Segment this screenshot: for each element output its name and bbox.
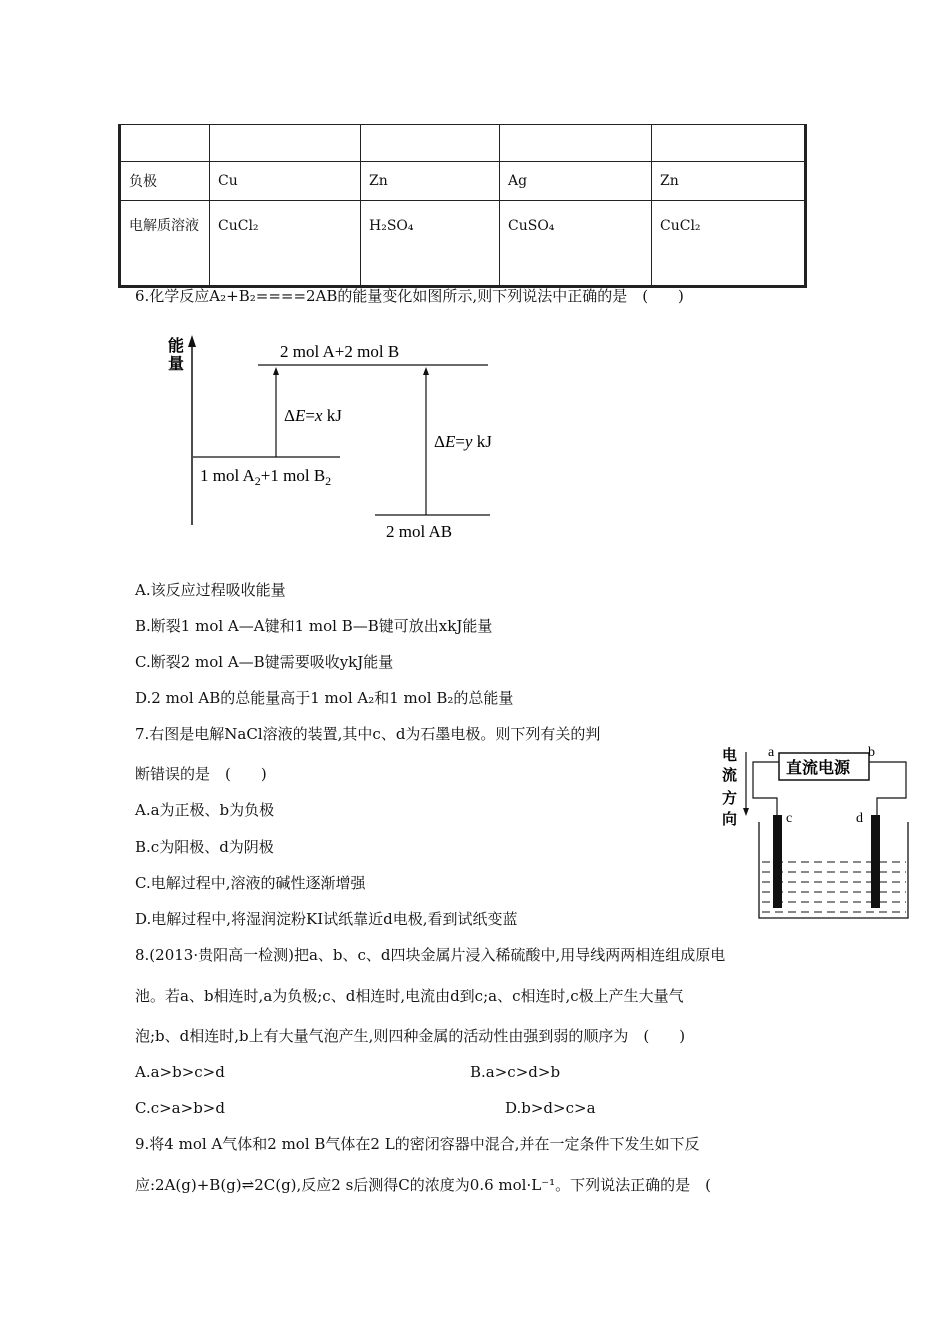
current-dir-char: 向 bbox=[722, 812, 738, 828]
q8-option-a: A.a>b>c>d bbox=[135, 1063, 225, 1081]
electrode-c-label: c bbox=[786, 811, 793, 826]
current-dir-char: 电 bbox=[722, 748, 738, 764]
electrode-d-label: d bbox=[856, 811, 863, 826]
table-cell bbox=[120, 125, 210, 162]
table-cell: CuCl₂ bbox=[652, 201, 806, 287]
axis-label-char: 量 bbox=[168, 356, 185, 373]
table-row bbox=[120, 125, 806, 162]
electrode-d bbox=[871, 815, 880, 908]
q9-line1: 9.将4 mol A气体和2 mol B气体在2 L的密闭容器中混合,并在一定条件下发生如下反 bbox=[135, 1135, 700, 1153]
table-cell: Zn bbox=[361, 162, 500, 201]
arrow-head-icon bbox=[743, 808, 749, 816]
q8-option-b: B.a>c>d>b bbox=[470, 1063, 561, 1081]
table-cell bbox=[210, 125, 361, 162]
bottom-level-label: 2 mol AB bbox=[386, 522, 453, 541]
arrow-head-icon bbox=[423, 367, 429, 375]
current-dir-char: 方 bbox=[722, 791, 738, 807]
q7-option-c: C.电解过程中,溶液的碱性逐渐增强 bbox=[135, 874, 366, 892]
q7-option-a: A.a为正极、b为负极 bbox=[135, 801, 275, 819]
current-dir-char: 流 bbox=[722, 768, 738, 784]
row-label-negative: 负极 bbox=[120, 162, 210, 201]
table-row bbox=[120, 162, 806, 201]
electrode-table bbox=[118, 124, 807, 288]
delta-x-label: ΔE=x kJ bbox=[284, 406, 342, 425]
mid-level-label: 1 mol $A_2+1$ mol $B_2$ bbox=[200, 466, 332, 488]
q7-stem-line2: 断错误的是 ( ) bbox=[135, 765, 267, 783]
table-cell: Ag bbox=[500, 162, 652, 201]
top-level-label: 2 mol A+2 mol B bbox=[280, 342, 400, 361]
axis-arrow-icon bbox=[188, 335, 196, 347]
q6-option-d: D.2 mol AB的总能量高于1 mol A₂和1 mol B₂的总能量 bbox=[135, 689, 514, 707]
electrolysis-apparatus bbox=[716, 740, 916, 925]
table-cell bbox=[361, 125, 500, 162]
energy-diagram bbox=[160, 325, 520, 550]
table-cell: CuCl₂ bbox=[210, 201, 361, 287]
q8-option-d: D.b>d>c>a bbox=[505, 1099, 596, 1117]
table-cell: Zn bbox=[652, 162, 806, 201]
table-cell: Cu bbox=[210, 162, 361, 201]
solution bbox=[762, 862, 906, 912]
q7-stem-line1: 7.右图是电解NaCl溶液的装置,其中c、d为石墨电极。则下列有关的判 bbox=[135, 725, 601, 743]
terminal-b-label: b bbox=[868, 745, 875, 760]
delta-y-label: ΔE=y kJ bbox=[434, 432, 492, 451]
q8-line3: 泡;b、d相连时,b上有大量气泡产生,则四种金属的活动性由强到弱的顺序为 ( ) bbox=[135, 1027, 686, 1045]
table-cell: H₂SO₄ bbox=[361, 201, 500, 287]
terminal-a-label: a bbox=[768, 745, 775, 760]
q6-option-b: B.断裂1 mol A—A键和1 mol B—B键可放出xkJ能量 bbox=[135, 617, 493, 635]
table-cell bbox=[652, 125, 806, 162]
q6-stem: 6.化学反应A₂+B₂====2AB的能量变化如图所示,则下列说法中正确的是 ( ) bbox=[135, 287, 684, 305]
power-source-label: 直流电源 bbox=[786, 760, 851, 777]
arrow-head-icon bbox=[273, 367, 279, 375]
row-label-electrolyte: 电解质溶液 bbox=[120, 201, 210, 287]
q9-line2: 应:2A(g)+B(g)⇌2C(g),反应2 s后测得C的浓度为0.6 mol·L⁻¹。下列说法正确的是 ( bbox=[135, 1176, 711, 1194]
q6-option-a: A.该反应过程吸收能量 bbox=[135, 581, 286, 599]
q8-line2: 池。若a、b相连时,a为负极;c、d相连时,电流由d到c;a、c相连时,c极上产生大量气 bbox=[135, 987, 684, 1005]
table-row bbox=[120, 201, 806, 287]
table-cell: CuSO₄ bbox=[500, 201, 652, 287]
wire-right bbox=[869, 762, 906, 815]
q6-option-c: C.断裂2 mol A—B键需要吸收ykJ能量 bbox=[135, 653, 394, 671]
table-cell bbox=[500, 125, 652, 162]
q7-option-d: D.电解过程中,将湿润淀粉KI试纸靠近d电极,看到试纸变蓝 bbox=[135, 910, 518, 928]
wire-left bbox=[753, 762, 779, 815]
q7-option-b: B.c为阳极、d为阴极 bbox=[135, 838, 274, 856]
q8-line1: 8.(2013·贵阳高一检测)把a、b、c、d四块金属片浸入稀硫酸中,用导线两两相连组成原电 bbox=[135, 946, 726, 964]
axis-label-char: 能 bbox=[168, 338, 185, 355]
q8-option-c: C.c>a>b>d bbox=[135, 1099, 225, 1117]
electrode-c bbox=[773, 815, 782, 908]
